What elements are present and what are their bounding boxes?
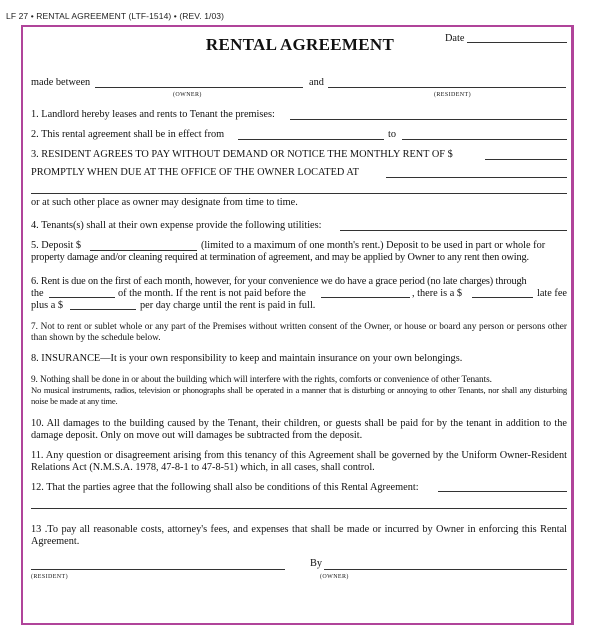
clause-1: 1. Landlord hereby leases and rents to Tenant the premises:	[31, 109, 275, 120]
by-label: By	[310, 558, 323, 569]
utilities-field[interactable]	[340, 230, 567, 231]
date-field[interactable]	[467, 42, 567, 43]
clause-9-intro: 9. Nothing shall be done in or about the building which will interfere with the rights, comforts or convenience of other Tenants.	[31, 375, 492, 385]
late-date-field[interactable]	[321, 297, 410, 298]
deposit-field[interactable]	[90, 250, 197, 251]
clause-6-per-day: per day charge until the rent is paid in full.	[140, 300, 316, 311]
form-id: LF 27 • RENTAL AGREEMENT (LTF-1514) • (REV. 1/03)	[6, 11, 225, 21]
clause-3-rent: 3. RESIDENT AGREES TO PAY WITHOUT DEMAND OR NOTICE THE MONTHLY RENT OF $	[31, 149, 453, 160]
owner-name-field[interactable]	[95, 87, 303, 88]
monthly-rent-field[interactable]	[485, 159, 567, 160]
grace-day-field[interactable]	[49, 297, 115, 298]
clause-13: 13 .To pay all reasonable costs, attorney's fees, and expenses that shall be made or incurred by Owner in enforcing this Rental Agreement.	[31, 524, 567, 547]
per-day-charge-field[interactable]	[70, 309, 136, 310]
clause-5-deposit: 5. Deposit $	[31, 240, 82, 251]
clause-10: 10. All damages to the building caused by the Tenant, their children, or guests shall be paid for by the tenant in addition to the damage deposit. Only on move out will damages be subtracted from the deposit.	[31, 418, 567, 441]
clause-4: 4. Tenants(s) shall at their own expense provide the following utilities:	[31, 220, 322, 231]
clause-6-not-paid: of the month. If the rent is not paid before the	[118, 288, 306, 299]
premises-field[interactable]	[290, 119, 567, 120]
clause-3-location: PROMPTLY WHEN DUE AT THE OFFICE OF THE OWNER LOCATED AT	[31, 167, 359, 178]
owner-office-field[interactable]	[386, 177, 567, 178]
page-title: RENTAL AGREEMENT	[205, 35, 395, 54]
resident-name-field[interactable]	[328, 87, 566, 88]
conditions-field-2[interactable]	[31, 508, 567, 509]
resident-signature-field[interactable]	[31, 569, 285, 570]
clause-6-there-is: , there is a $	[412, 288, 463, 299]
clause-5-usage: property damage and/or cleaning required at termination of agreement, and may be applied by Owner to any rent then owing.	[31, 252, 529, 263]
clause-9-noise: No musical instruments, radios, television or phonographs shall be operated in a manner that is disturbing or annoying to other Tenants, nor shall any disturbing noise be made at any time.	[31, 385, 567, 406]
effective-to-field[interactable]	[402, 139, 567, 140]
clause-6-late-fee: late fee	[537, 288, 568, 299]
owner-caption: (OWNER)	[173, 92, 202, 98]
clause-7: 7. Not to rent or sublet whole or any part of the Premises without written consent of the Owner, or house or board any person or persons other than shown by the schedule below.	[31, 322, 567, 343]
clause-3-other-place: or at such other place as owner may designate from time to time.	[31, 197, 298, 208]
resident-signature-caption: (RESIDENT)	[31, 574, 68, 580]
clause-11: 11. Any question or disagreement arising from this tenancy of this Agreement shall be governed by the Uniform Owner-Resident Relations Act (N.M.S.A. 1978, 47-8-1 to 47-8-51) which, in all cases, shall control.	[31, 450, 567, 473]
clause-2-from: 2. This rental agreement shall be in effect from	[31, 129, 225, 140]
made-between-label: made between	[31, 77, 91, 88]
clause-12: 12. That the parties agree that the following shall also be conditions of this Rental Agreement:	[31, 482, 419, 493]
clause-6-plus: plus a $	[31, 300, 64, 311]
conditions-field-1[interactable]	[438, 491, 567, 492]
clause-5-limit: (limited to a maximum of one month's rent.) Deposit to be used in part or whole for	[201, 240, 546, 251]
resident-caption: (RESIDENT)	[434, 92, 471, 98]
and-label: and	[309, 77, 324, 88]
late-fee-field[interactable]	[472, 297, 533, 298]
date-label: Date	[445, 33, 465, 44]
clause-6-intro: 6. Rent is due on the first of each month, however, for your convenience we do have a grace period (no late charges) through	[31, 276, 527, 287]
owner-signature-caption: (OWNER)	[320, 574, 349, 580]
clause-8: 8. INSURANCE—It is your own responsibility to keep and maintain insurance on your own belongings.	[31, 353, 463, 364]
clause-6-the: the	[31, 288, 44, 299]
owner-office-field-2[interactable]	[31, 193, 567, 194]
owner-signature-field[interactable]	[324, 569, 567, 570]
effective-from-field[interactable]	[238, 139, 384, 140]
clause-2-to: to	[388, 129, 397, 140]
